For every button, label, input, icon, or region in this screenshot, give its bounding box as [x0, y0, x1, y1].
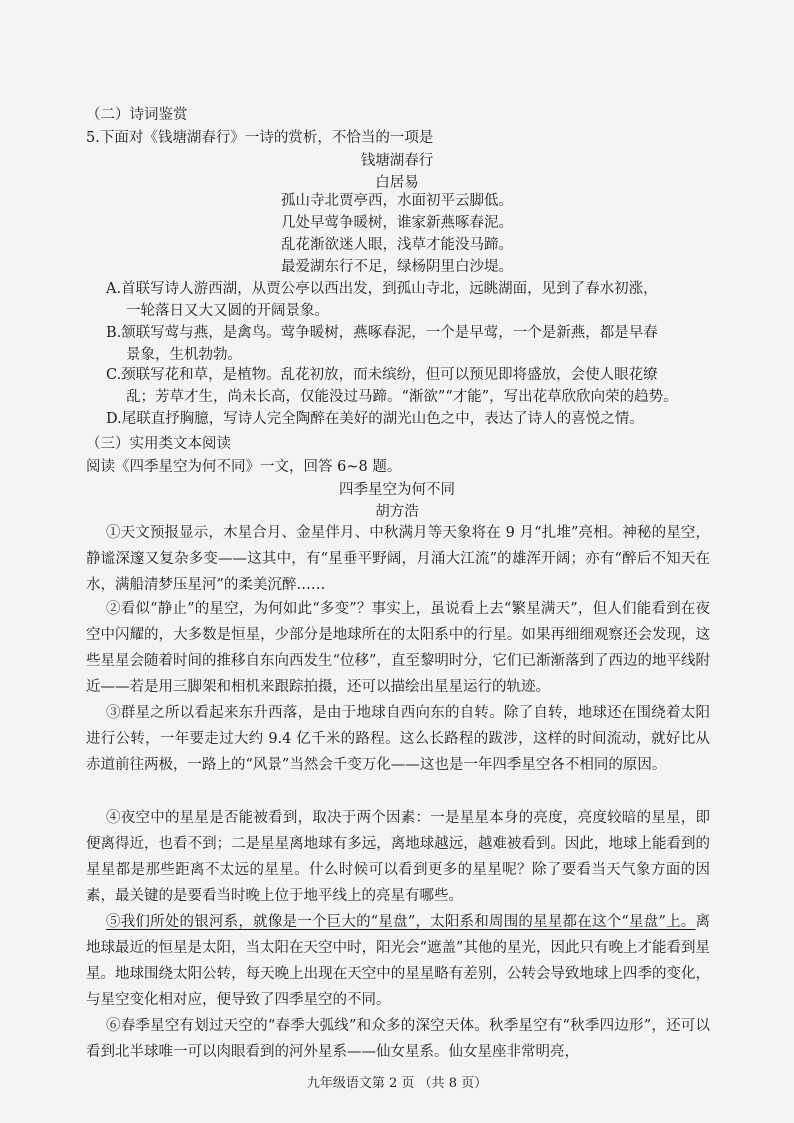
poem-line: 孤山寺北贾亭西，水面初平云脚低。 — [281, 193, 513, 209]
option-c-line1: C.颈联写花和草，是植物。乱花初放，而未缤纷，但可以预见即将盛放，会使人眼花缭 — [106, 367, 658, 383]
article-paragraph-6: ⑥春季星空有划过天空的“春季大弧线”和众多的深空天体。秋季星空有“秋季四边形”，还可以看到北半球唯一可以肉眼看到的河外星系——仙女星系。仙女星座非常明亮， — [86, 1018, 710, 1060]
poem-title: 钱塘湖春行 — [360, 153, 434, 169]
question-5-stem: 5.下面对《钱塘湖春行》一诗的赏析，不恰当的一项是 — [86, 130, 434, 146]
poem-line: 几处早莺争暖树，谁家新燕啄春泥。 — [281, 215, 513, 231]
option-c — [106, 364, 706, 408]
option-d-line1: D.尾联直抒胸臆，写诗人完全陶醉在美好的湖光山色之中，表达了诗人的喜悦之情。 — [106, 411, 644, 427]
section-heading-poetry: （二）诗词鉴赏 — [86, 107, 188, 123]
option-b — [106, 322, 706, 366]
option-a-line1: A.首联写诗人游西湖，从贾公亭以西出发，到孤山寺北，远眺湖面，见到了春水初涨， — [106, 281, 658, 297]
option-a-line2: 一轮落日又大又圆的开阔景象。 — [126, 303, 329, 319]
option-a — [106, 278, 706, 322]
page-footer: 九年级语文第 2 页 （共 8 页） — [306, 1076, 488, 1091]
option-b-line1: B.颔联写莺与燕，是禽鸟。莺争暖树，燕啄春泥，一个是早莺，一个是新燕，都是早春 — [106, 325, 658, 341]
article-paragraph-2: ②看似“静止”的星空，为何如此“多变”？事实上，虽说看上去“繁星满天”，但人们能看到在夜空中闪耀的，大多数是恒星，少部分是地球所在的太阳系中的行星。如果再细细观察还会发现，这些星星会随着时间的推移自东向西发生“位移”，直至黎明时分，它们已渐渐落到了西边的地平线附近——若是用三脚架和相机来跟踪拍摄，还可以描绘出星星运行的轨迹。 — [86, 601, 710, 695]
underlined-sentence: ⑤我们所处的银河系，就像是一个巨大的“星盘”，太阳系和周围的星星都在这个“星盘”上。 — [106, 914, 696, 930]
article-paragraph-1: ①天文预报显示，木星合月、金星伴月、中秋满月等天象将在 9 月“扎堆”亮相。神秘的星空，静谧深邃又复杂多变——这其中，有“星垂平野阔，月涌大江流”的雄浑开阔；亦有“醉后不知天在水，满船清梦压星河”的柔美沉醉…… — [86, 525, 710, 593]
option-d — [106, 408, 706, 430]
article-author: 胡方浩 — [375, 504, 419, 520]
article-paragraph-5: ⑤我们所处的银河系，就像是一个巨大的“星盘”，太阳系和周围的星星都在这个“星盘”上。离地球最近的恒星是太阳，当太阳在天空中时，阳光会“遮盖”其他的星光，因此只有晚上才能看到星星。地球围绕太阳公转，每天晚上出现在天空中的星星略有差别，公转会导致地球上四季的变化，与星空变化相对应，便导致了四季星空的不同。 — [86, 914, 710, 1008]
article-paragraph-4: ④夜空中的星星是否能被看到，取决于两个因素：一是星星本身的亮度，亮度较暗的星星，即便离得近，也看不到；二是星星离地球有多远，离地球越远，越难被看到。因此，地球上能看到的星星都是那些距离不太远的星星。什么时候可以看到更多的星星呢？除了要看当天气象方面的因素，最关键的是要看当时晚上位于地平线上的亮星有哪些。 — [86, 810, 710, 904]
article-title: 四季星空为何不同 — [339, 482, 455, 498]
option-c-line2: 乱；芳草才生，尚未长高，仅能没过马蹄。“渐欲”“才能”，写出花草欣欣向荣的趋势。 — [126, 389, 678, 405]
reading-instructions: 阅读《四季星空为何不同》一文，回答 6~8 题。 — [86, 459, 402, 475]
poem-line: 最爱湖东行不足，绿杨阴里白沙堤。 — [281, 259, 513, 275]
option-b-line2: 景象，生机勃勃。 — [126, 347, 242, 363]
poem-line: 乱花渐欲迷人眼，浅草才能没马蹄。 — [281, 237, 513, 253]
section-heading-reading: （三）实用类文本阅读 — [86, 436, 231, 452]
poem-author: 白居易 — [375, 175, 419, 191]
article-paragraph-3: ③群星之所以看起来东升西落，是由于地球自西向东的自转。除了自转，地球还在围绕着太阳进行公转，一年要走过大约 9.4 亿千米的路程。这么长路程的跋涉，这样的时间流动，就好比从赤道前往两极，一路上的“风景”当然会千变万化——这也是一年四季星空各不相同的原因。 — [86, 705, 710, 773]
poem-body — [0, 190, 794, 278]
